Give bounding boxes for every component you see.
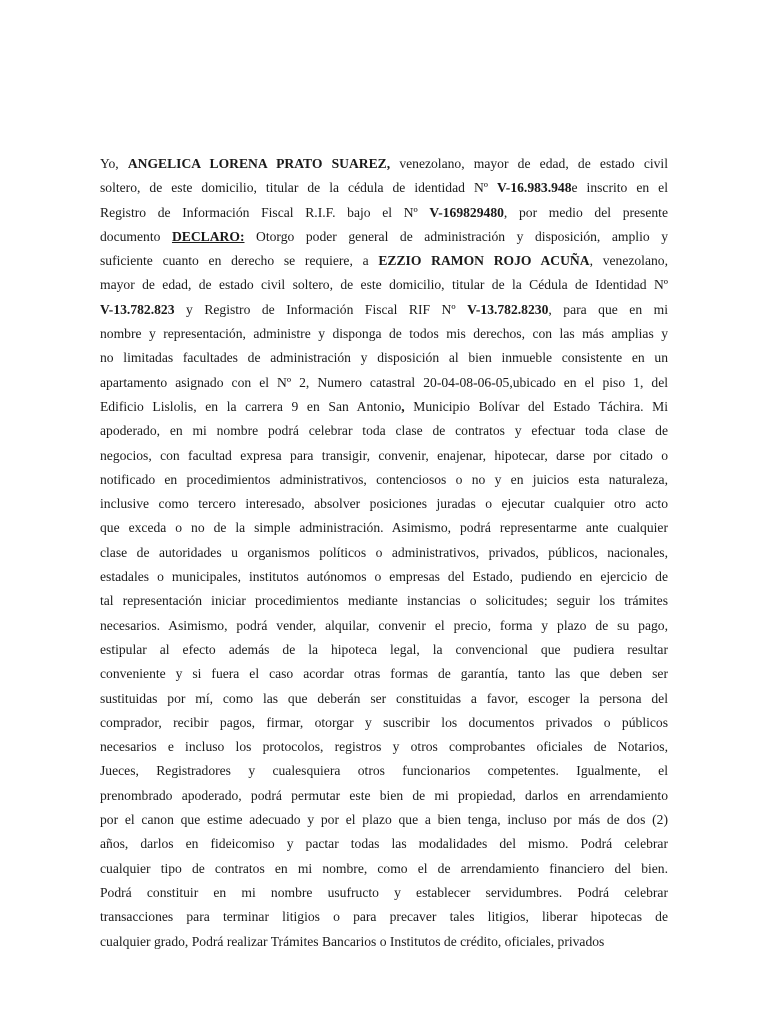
text-segment: documento: [100, 228, 172, 244]
text-segment: prenombrado apoderado, podrá permutar este bien de mi propiedad, darlos en arrendamiento: [100, 787, 668, 803]
text-segment: no limitadas facultades de administración y disposición al bien inmueble consistente en un: [100, 350, 668, 366]
text-line: [100, 784, 668, 808]
text-segment: nombre y representación, administre y disponga de todos mis derechos, con las más amplias y: [100, 326, 668, 342]
text-segment: venezolano, mayor de edad, de estado civil: [390, 156, 668, 171]
text-line: [100, 565, 668, 589]
text-line: [100, 152, 668, 176]
text-segment: Jueces, Registradores y cualesquiera otros funcionarios competentes. Igualmente, el: [100, 763, 668, 779]
text-segment: e inscrito en el: [571, 180, 668, 196]
text-segment: y Registro de Información Fiscal RIF Nº: [174, 301, 468, 317]
bold-text: V-16.983.948: [497, 180, 572, 196]
text-segment: notificado en procedimientos administrativos, contenciosos o no y en juicios esta naturaleza,: [100, 471, 668, 487]
text-line: [100, 541, 668, 565]
text-line: [100, 322, 668, 346]
text-segment: clase de autoridades u organismos políticos o administrativos, privados, públicos, nacionales,: [100, 544, 668, 560]
text-segment: necesarios e incluso los protocolos, registros y otros comprobantes oficiales de Notarios,: [100, 739, 668, 755]
text-line: [100, 249, 668, 273]
text-line: [100, 298, 668, 322]
text-line: [100, 735, 668, 759]
bold-text: V-13.782.823: [100, 301, 175, 317]
text-segment: necesarios. Asimismo, podrá vender, alquilar, convenir el precio, forma y plazo de su pago,: [100, 617, 668, 633]
document-body: [100, 152, 668, 954]
text-line: [100, 346, 668, 370]
bold-text: ,: [401, 398, 405, 414]
bold-text: ANGELICA LORENA PRATO SUAREZ,: [127, 156, 391, 171]
text-segment: cualquier tipo de contratos en mi nombre, como el de arrendamiento financiero del bien.: [100, 860, 668, 876]
text-line: [100, 614, 668, 638]
text-segment: Registro de Información Fiscal R.I.F. bajo el Nº: [100, 204, 430, 220]
text-segment: comprador, recibir pagos, firmar, otorgar y suscribir los documentos privados o públicos: [100, 714, 668, 730]
text-line: [100, 371, 668, 395]
text-line: [100, 419, 668, 443]
text-segment: sustituidas por mí, como las que deberán ser constituidas a favor, escoger la persona del: [100, 690, 668, 706]
text-line: [100, 687, 668, 711]
text-segment: apoderado, en mi nombre podrá celebrar toda clase de contratos y efectuar toda clase de: [100, 423, 668, 439]
text-segment: por el canon que estime adecuado y por el plazo que a bien tenga, incluso por más de dos (2): [100, 812, 668, 828]
text-segment: negocios, con facultad expresa para transigir, convenir, enajenar, hipotecar, darse por citado o: [100, 447, 668, 463]
text-line: [100, 857, 668, 881]
text-line: [100, 492, 668, 516]
text-line: [100, 638, 668, 662]
text-segment: suficiente cuanto en derecho se requiere, a: [100, 253, 379, 269]
text-segment: mayor de edad, de estado civil soltero, de este domicilio, titular de la Cédula de Identidad Nº: [100, 277, 668, 293]
text-segment: , para que en mi: [548, 301, 668, 317]
text-line: [100, 468, 668, 492]
text-segment: Edificio Lislolis, en la carrera 9 en San Antonio: [100, 398, 402, 414]
text-segment: Podrá constituir en mi nombre usufructo y establecer servidumbres. Podrá celebrar: [100, 884, 668, 900]
text-line: [100, 808, 668, 832]
text-segment: , por medio del presente: [503, 204, 668, 220]
bold-text: V-13.782.8230: [467, 301, 549, 317]
text-line: [100, 589, 668, 613]
text-segment: años, darlos en fideicomiso y pactar todas las modalidades del mismo. Podrá celebrar: [100, 836, 668, 852]
text-segment: tal representación iniciar procedimientos mediante instancias o solicitudes; seguir los trámites: [100, 593, 668, 609]
text-line: [100, 201, 668, 225]
text-segment: Otorgo poder general de administración y disposición, amplio y: [244, 228, 668, 244]
text-line: [100, 905, 668, 929]
text-line: [100, 711, 668, 735]
text-segment: Yo,: [100, 156, 128, 171]
text-line: [100, 273, 668, 297]
text-line: [100, 881, 668, 905]
text-segment: conveniente y si fuera el caso acordar otras formas de garantía, tanto las que deben ser: [100, 666, 668, 682]
text-line: [100, 516, 668, 540]
bold-text: V-169829480: [429, 204, 504, 220]
text-segment: que exceda o no de la simple administración. Asimismo, podrá representarme ante cualquier: [100, 520, 668, 536]
text-line: [100, 225, 668, 249]
text-segment: estipular al efecto además de la hipoteca legal, la convencional que pudiera resultar: [100, 641, 668, 657]
text-line: [100, 832, 668, 856]
text-line: [100, 759, 668, 783]
text-segment: estadales o municipales, institutos autónomos o empresas del Estado, pudiendo en ejercicio de: [100, 569, 668, 585]
text-line: [100, 930, 668, 954]
text-segment: cualquier grado, Podrá realizar Trámites Bancarios o Institutos de crédito, oficiales, privados: [100, 933, 605, 949]
bold-text: EZZIO RAMON ROJO ACUÑA: [378, 253, 590, 269]
text-line: [100, 662, 668, 686]
text-segment: , venezolano,: [589, 253, 668, 269]
text-line: [100, 176, 668, 200]
declaro-heading: DECLARO:: [171, 228, 245, 244]
text-segment: Municipio Bolívar del Estado Táchira. Mi: [404, 398, 668, 414]
text-line: [100, 395, 668, 419]
text-segment: apartamento asignado con el Nº 2, Numero catastral 20-04-08-06-05,ubicado en el piso 1, del: [100, 374, 668, 390]
text-segment: transacciones para terminar litigios o para precaver tales litigios, liberar hipotecas de: [100, 909, 668, 925]
text-segment: soltero, de este domicilio, titular de la cédula de identidad Nº: [100, 180, 497, 196]
text-segment: inclusive como tercero interesado, absolver posiciones juradas o ejecutar cualquier otro acto: [100, 496, 668, 512]
text-line: [100, 444, 668, 468]
